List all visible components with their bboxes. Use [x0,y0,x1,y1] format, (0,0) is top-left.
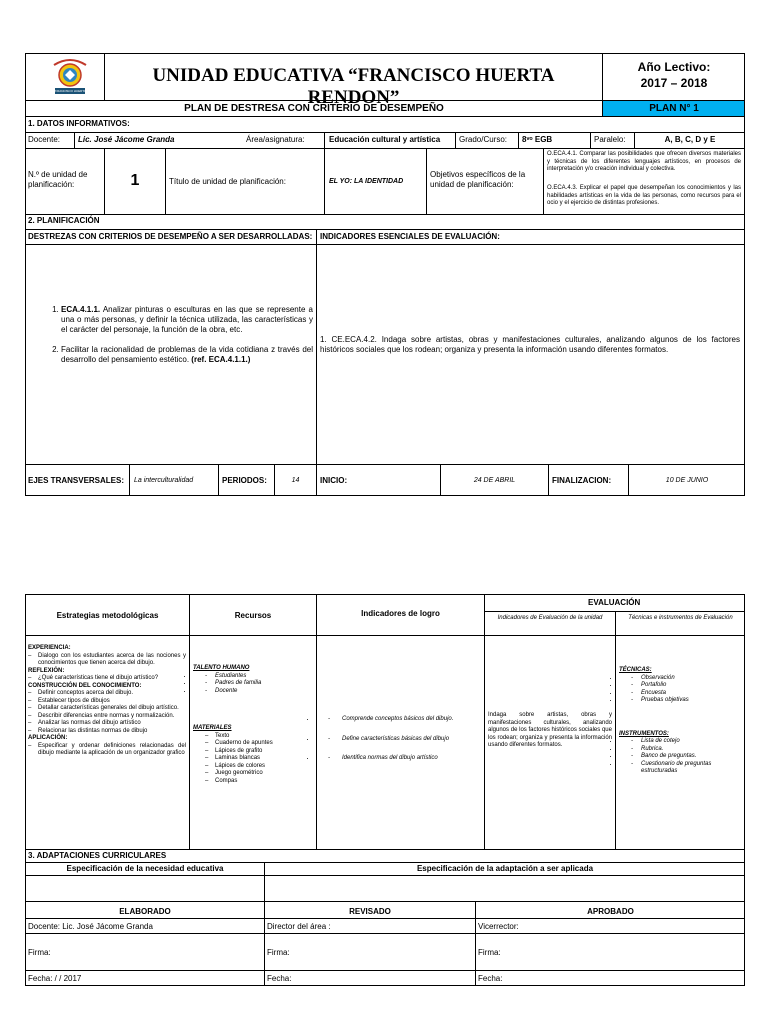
list-item: – Definir conceptos acerca del dibujo. [28,690,186,698]
list-item: – Texto [205,733,313,741]
periodos-label: PERIODOS: [222,476,267,485]
list-item: - • Padres de familia [193,680,313,688]
header-estrategias: Estrategias metodológicas [56,611,159,620]
elaborado-firma: Firma: [28,948,51,957]
aprobado-firma: Firma: [478,948,501,957]
destreza-ref: (ref. ECA.4.1.1.) [191,355,251,364]
list-item: – Compas [205,778,313,786]
list-item: - • Observación [619,675,743,683]
construccion-label: CONSTRUCCIÓN DEL CONOCIMIENTO: [28,682,142,689]
adaptaciones-section-title: 3. ADAPTACIONES CURRICULARES [28,851,167,860]
destrezas-list [45,305,313,365]
reflexion-list [28,675,186,683]
datos-section-row [25,116,745,133]
objetivo-1: O.ECA.4.1. Comparar las posibilidades que ofrecen diversos materiales y técnicas de los diferentes lenguajes artísticos, en procesos de interpretación y/o creación individual y colectiva. [547,151,741,172]
list-item: – Analizar las normas del dibujo artístico [28,720,186,728]
paralelo-label: Paralelo: [594,135,626,144]
revisado-header: REVISADO [349,907,391,916]
instrumentos-list [619,738,743,776]
planificacion-section-row [25,214,745,230]
list-item: - • Identifica normas del dibujo artístico [316,755,484,763]
destreza-text: Analizar pinturas o esculturas en las que se represente a una o más personas, y definir la técnica utilizada, las características y el carácter del personaje, la función de la obra, etc. [61,305,313,334]
experiencia-list [28,653,186,668]
header-indicadores-logro: Indicadores de logro [361,609,440,618]
fin-value: 10 DE JUNIO [665,477,709,484]
indicadores-header: INDICADORES ESENCIALES DE EVALUACIÓN: [320,232,500,241]
school-name: UNIDAD EDUCATIVA “FRANCISCO HUERTA RENDON” [152,65,555,108]
destreza-text: Facilitar la racionalidad de problemas de la vida cotidiana z través del desarrollo del pensamiento estético. [61,345,313,364]
planificacion-section-title: 2. PLANIFICACIÓN [28,216,100,225]
list-item: – Lápices de colores [205,763,313,771]
destreza-item [61,305,313,335]
list-item: - • Cuestionario de preguntas estructuradas [619,761,743,776]
list-item: - • Define características básicas del dibujo [316,736,484,744]
ejes-value: La interculturalidad [134,477,194,484]
necesidad-header: Especificación de la necesidad educativa [66,864,224,873]
grado-value: 8ᵛᵒ EGB [522,135,553,144]
year-value: 2017 – 2018 [640,76,708,90]
materiales-list [193,733,313,786]
plan-title: PLAN DE DESTRESA CON CRITERIO DE DESEMPEÑO [184,103,444,114]
list-item: - • Lista de cotejo [619,738,743,746]
revisado-fecha: Fecha: [267,974,292,983]
grado-label: Grado/Curso: [459,135,508,144]
list-item: - • Comprende conceptos básicos del dibujo. [316,716,484,724]
list-item: – Juego geométrico [205,770,313,778]
aprobado-fecha: Fecha: [478,974,503,983]
tecnicas-label: TÉCNICAS: [619,667,652,673]
recursos-cell [193,665,313,785]
destreza-item [61,345,313,365]
logo-caption: "FRANCISCO HUERTA RENDON" [54,89,86,99]
talento-label: TALENTO HUMANO [193,665,250,671]
paralelo-value: A, B, C, D y E [664,135,716,144]
elaborado-docente: Docente: Lic. José Jácome Granda [28,922,153,931]
list-item: – Cuaderno de apuntes [205,740,313,748]
indicador-text: 1. CE.ECA.4.2. Indaga sobre artistas, obras y manifestaciones culturales, analizando algunos de los factores históricos sociales que los rodean; organiza y presenta la información usando diferentes formatos. [320,335,740,354]
revisado-firma: Firma: [267,948,290,957]
ejes-label: EJES TRANSVERSALES: [28,476,125,485]
talento-list [193,673,313,696]
list-item: – ¿Qué características tiene el dibujo artístico? [28,675,186,683]
elaborado-header: ELABORADO [119,907,171,916]
elaborado-fecha: Fecha: / / 2017 [28,974,82,983]
tecnicas-list [619,675,743,705]
list-item: - • Banco de preguntas. [619,753,743,761]
list-item: – Establecer tipos de dibujos [28,698,186,706]
aplicacion-label: APLICACIÓN: [28,735,68,741]
unidad-number: 1 [130,172,140,189]
list-item: – Lápices de grafito [205,748,313,756]
instrumentos-label: INSTRUMENTOS: [619,730,669,737]
tecnicas-cell [619,667,743,776]
list-item: – Detallar características generales del dibujo artístico. [28,705,186,713]
list-item: - • Estudiantes [193,673,313,681]
plan-number: PLAN N° 1 [649,103,699,114]
list-item: – Relacionar las distintas normas de dibujo [28,728,186,736]
destrezas-header: DESTREZAS CON CRITERIOS DE DESEMPEÑO A SER DESARROLLADAS: [28,232,313,241]
experiencia-label: EXPERIENCIA: [28,645,71,651]
indicador-evaluacion-text: Indaga sobre artistas, obras y manifestaciones culturales, analizando algunos de los factores históricos sociales que los rodean; organiza y presenta la información usando diferentes formatos. [488,712,612,748]
header-evaluacion: EVALUACIÓN [588,598,641,607]
logros-list [316,716,484,763]
periodos-value: 14 [291,477,300,484]
list-item: – Especificar y ordenar definiciones relacionadas del dibujo mediante la aplicación de un organizador grafico [28,743,186,758]
inicio-label: INICIO: [320,476,348,485]
area-value: Educación cultural y artística [329,135,441,144]
docente-value: Lic. José Jácome Granda [78,135,175,144]
fin-label: FINALIZACION: [552,476,612,485]
construccion-list [28,690,186,735]
docente-label: Docente: [28,135,61,144]
list-item: – Laminas blancas [205,755,313,763]
area-label: Área/asignatura: [246,135,305,144]
adaptacion-header: Especificación de la adaptación a ser aplicada [416,864,594,873]
list-item: – Describir diferencias entre normas y normalización. [28,713,186,721]
list-item: - • Docente [193,688,313,696]
list-item: - • Encuesta [619,690,743,698]
list-item: - • Portafolio [619,682,743,690]
header-tecnicas: Técnicas e instrumentos de Evaluación [628,615,733,621]
list-item: – Dialogo con los estudiantes acerca de las nociones y conocimientos que tienen acerca del dibujo. [28,653,186,668]
unidad-label: N.º de unidad de planificación: [28,170,88,189]
objetivos-label: Objetivos específicos de la unidad de planificación: [430,170,526,189]
datos-section-title: 1. DATOS INFORMATIVOS: [28,119,130,128]
titulo-label: Título de unidad de planificación: [169,177,286,186]
school-logo [48,55,92,99]
aplicacion-list [28,743,186,758]
inicio-value: 24 DE ABRIL [473,477,516,484]
revisado-director: Director del área : [267,922,331,931]
year-label: Año Lectivo: [637,60,711,74]
materiales-label: MATERIALES [193,725,232,731]
reflexion-label: REFLEXIÓN: [28,667,65,674]
objetivo-2: O.ECA.4.3. Explicar el papel que desempeñan los conocimientos y las habilidades artísticas en la vida de las personas, como recursos para el ocio y el ejercicio de distintas profesiones. [547,185,741,206]
estrategias-cell [28,645,186,758]
header-indicadores-evaluacion: Indicadores de Evaluación de la unidad [497,615,603,621]
aprobado-header: APROBADO [587,907,634,916]
aprobado-vicerrector: Vicerrector: [478,922,519,931]
titulo-value: EL YO: LA IDENTIDAD [329,178,404,185]
header-recursos: Recursos [234,611,272,620]
list-item: - • Pruebas objetivas [619,697,743,705]
destreza-code: ECA.4.1.1. [61,305,101,314]
list-item: - • Rubrica. [619,746,743,754]
adaptaciones-body-row [25,875,745,902]
